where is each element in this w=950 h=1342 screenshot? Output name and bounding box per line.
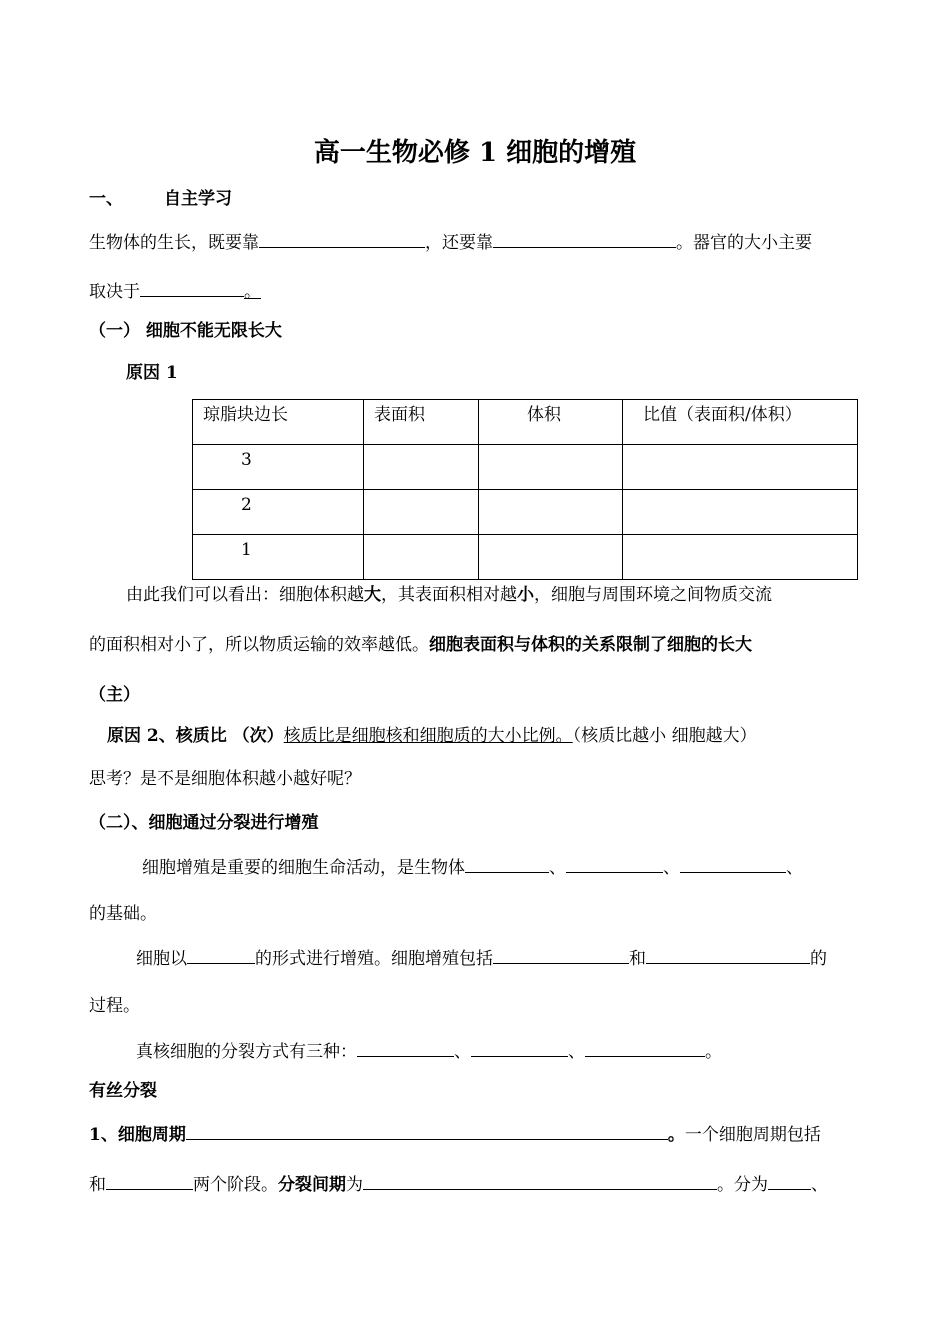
separator: 、 — [811, 1175, 828, 1195]
table-cell — [193, 490, 364, 535]
table-cell — [193, 445, 364, 490]
table-cell[interactable] — [364, 445, 479, 490]
table-header-cell — [193, 400, 364, 445]
proliferation-line-2: 的基础。 — [89, 904, 157, 924]
division-text: 的 — [810, 949, 827, 969]
reason-2-label: 原因 2、核质比 （次） — [107, 726, 284, 746]
table-cell[interactable] — [479, 535, 623, 580]
blank-field — [493, 945, 629, 964]
cell-cycle-line-1 — [89, 1121, 821, 1146]
cell-cycle-text: 。 — [667, 1125, 685, 1145]
blank-field — [140, 278, 244, 297]
page-title: 高一生物必修 1 细胞的增殖 — [313, 138, 637, 168]
header-volume: 体积 — [527, 405, 561, 425]
conclusion-line-2 — [89, 634, 752, 656]
three-ways-text: 真核细胞的分裂方式有三种： — [136, 1042, 357, 1062]
cell-cycle-text: 。分为 — [717, 1175, 768, 1195]
primary-reason-tag: （主） — [89, 685, 140, 705]
intro-text-5: 。 — [244, 282, 261, 302]
conclusion-text: 的面积相对小了，所以物质运输的效率越低。 — [89, 635, 429, 655]
agar-block-table — [192, 399, 858, 580]
conclusion-key-point: 细胞表面积与体积的关系限制了细胞的长大 — [429, 635, 752, 655]
blank-field — [186, 1121, 668, 1140]
blank-field — [465, 854, 549, 873]
table-header-cell — [364, 400, 479, 445]
cell-cycle-line-2 — [89, 1171, 828, 1196]
subsection-2-heading: （二）、细胞通过分裂进行增殖 — [89, 813, 319, 833]
table-row — [193, 535, 858, 580]
table-cell[interactable] — [623, 535, 858, 580]
reason-2-line — [107, 725, 757, 747]
table-cell[interactable] — [364, 535, 479, 580]
row-side-length: 1 — [241, 540, 252, 560]
interphase-label: 分裂间期 — [278, 1175, 346, 1195]
blank-field — [566, 854, 663, 873]
conclusion-line-1 — [126, 584, 772, 606]
table-header-cell — [623, 400, 858, 445]
cell-cycle-text: 两个阶段。 — [193, 1175, 278, 1195]
cell-cycle-label: 1、细胞周期 — [89, 1125, 186, 1145]
table-cell[interactable] — [479, 490, 623, 535]
intro-line-1 — [89, 229, 812, 254]
cell-cycle-text: 一个细胞周期包括 — [684, 1125, 821, 1145]
conclusion-emphasis: 大 — [364, 585, 381, 605]
blank-field — [187, 945, 255, 964]
table-cell — [193, 535, 364, 580]
section-1-heading: 自主学习 — [164, 189, 232, 209]
intro-text-1: 生物体的生长，既要靠 — [89, 233, 259, 253]
division-text: 和 — [629, 949, 646, 969]
separator: 、 — [786, 858, 803, 878]
conclusion-text: ，其表面积相对越 — [381, 585, 517, 605]
division-form-line-1 — [136, 945, 827, 970]
think-question: 思考？是不是细胞体积越小越好呢？ — [89, 769, 361, 789]
reason-2-note: （核质比越小 细胞越大） — [572, 726, 757, 746]
row-side-length: 3 — [241, 450, 252, 470]
blank-field — [585, 1038, 705, 1057]
conclusion-text: 由此我们可以看出：细胞体积越 — [126, 585, 364, 605]
separator: 、 — [663, 858, 680, 878]
table-row — [193, 490, 858, 535]
subsection-1-heading: （一） 细胞不能无限长大 — [89, 321, 282, 341]
proliferation-line-1 — [142, 854, 803, 879]
three-ways-line — [136, 1038, 722, 1063]
header-ratio: 比值（表面积/体积） — [643, 405, 802, 425]
intro-text-2: ，还要靠 — [425, 233, 493, 253]
table-cell[interactable] — [623, 490, 858, 535]
reason-1-label: 原因 1 — [126, 363, 178, 383]
separator: 、 — [568, 1042, 585, 1062]
section-1-number: 一、 — [89, 189, 123, 209]
table-cell[interactable] — [479, 445, 623, 490]
blank-field — [768, 1171, 811, 1190]
intro-text-3: 。器官的大小主要 — [676, 233, 812, 253]
cell-cycle-text: 和 — [89, 1175, 106, 1195]
intro-text-4: 取决于 — [89, 282, 140, 302]
mitosis-heading: 有丝分裂 — [89, 1081, 157, 1101]
division-text: 细胞以 — [136, 949, 187, 969]
table-row — [193, 445, 858, 490]
blank-field — [471, 1038, 568, 1057]
table-header-cell — [479, 400, 623, 445]
blank-field — [680, 854, 786, 873]
intro-line-2 — [89, 278, 261, 303]
blank-field — [493, 229, 676, 248]
table-cell[interactable] — [623, 445, 858, 490]
division-text: 的形式进行增殖。细胞增殖包括 — [255, 949, 493, 969]
conclusion-text: ，细胞与周围环境之间物质交流 — [534, 585, 772, 605]
conclusion-emphasis: 小 — [517, 585, 534, 605]
separator: 、 — [454, 1042, 471, 1062]
reason-2-definition: 核质比是细胞核和细胞质的大小比例。 — [283, 726, 573, 746]
blank-field — [363, 1171, 717, 1190]
header-surface-area: 表面积 — [374, 405, 425, 425]
table-cell[interactable] — [364, 490, 479, 535]
header-side-length: 琼脂块边长 — [203, 405, 288, 425]
proliferation-text: 细胞增殖是重要的细胞生命活动，是生物体 — [142, 858, 465, 878]
blank-field — [259, 229, 425, 248]
division-form-line-2: 过程。 — [89, 996, 140, 1016]
blank-field — [357, 1038, 454, 1057]
table-header-row — [193, 400, 858, 445]
blank-field — [106, 1171, 193, 1190]
separator: 。 — [705, 1042, 722, 1062]
separator: 、 — [549, 858, 566, 878]
blank-field — [646, 945, 810, 964]
row-side-length: 2 — [241, 495, 252, 515]
cell-cycle-text: 为 — [346, 1175, 363, 1195]
